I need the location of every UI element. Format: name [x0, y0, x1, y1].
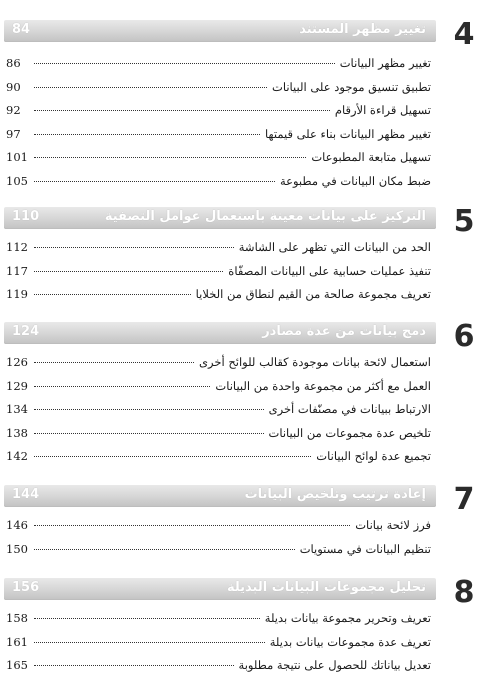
toc-entry-title: العمل مع أكثر من مجموعة واحدة من البيانات	[215, 378, 431, 393]
chapter-number: 4	[453, 17, 475, 52]
toc-entry-title: فرز لائحة بيانات	[355, 518, 431, 532]
toc-entry-page-number: 117	[6, 263, 28, 278]
chapter-title: تحليل مجموعات البيانات البديلة	[226, 580, 426, 595]
dot-leader	[34, 271, 223, 272]
dot-leader	[34, 134, 260, 135]
toc-entry[interactable]	[6, 174, 431, 194]
toc-entry-page-number: 158	[6, 611, 28, 625]
toc-entry[interactable]	[6, 127, 431, 147]
dot-leader	[34, 456, 311, 457]
toc-entry-title: تعريف وتحرير مجموعة بيانات بديلة	[264, 611, 431, 625]
chapter-title: دمج بيانات من عدة مصادر	[262, 324, 426, 339]
dot-leader	[34, 665, 234, 666]
toc-entry-page-number: 150	[6, 541, 28, 556]
toc-entry-page-number: 97	[6, 126, 21, 141]
dot-leader	[34, 409, 264, 410]
chapter-title: إعادة ترتيب وتلخيص البيانات	[244, 487, 426, 502]
chapter-number: 8	[453, 575, 475, 610]
dot-leader	[34, 525, 350, 526]
toc-entry-page-number: 112	[6, 240, 28, 254]
toc-entry[interactable]	[6, 611, 431, 631]
toc-entry-title: تلخيص عدة مجموعات من البيانات	[268, 425, 431, 440]
chapter-header-band[interactable]	[4, 207, 436, 229]
chapter-page-number: 84	[12, 22, 31, 37]
chapter-title: التركيز على بيانات معينة باستعمال عوامل التصفية	[104, 209, 426, 224]
toc-entry-title: تغيير مظهر البيانات	[339, 56, 431, 70]
toc-entry-page-number: 134	[6, 402, 28, 416]
toc-entry-title: تنفيذ عمليات حسابية على البيانات المصفّاة	[228, 263, 431, 278]
toc-entry-title: تنظيم البيانات في مستويات	[299, 541, 431, 556]
toc-entry-title: تسهيل قراءة الأرقام	[334, 103, 431, 117]
toc-entry-page-number: 161	[6, 634, 28, 649]
chapter-number: 6	[453, 319, 475, 354]
toc-entry[interactable]	[6, 103, 431, 123]
toc-entry-title: الحد من البيانات التي تظهر على الشاشة	[238, 240, 431, 254]
dot-leader	[34, 110, 330, 111]
toc-entry-page-number: 129	[6, 378, 28, 393]
chapter-6	[0, 319, 500, 354]
toc-entry[interactable]	[6, 287, 431, 307]
chapter-page-number: 144	[12, 487, 40, 502]
toc-entry[interactable]	[6, 240, 431, 260]
toc-entry-title: ضبط مكان البيانات في مطبوعة	[279, 173, 431, 188]
toc-entry-page-number: 86	[6, 56, 21, 70]
dot-leader	[34, 247, 234, 248]
dot-leader	[34, 618, 260, 619]
dot-leader	[34, 87, 267, 88]
toc-entry[interactable]	[6, 379, 431, 399]
chapter-header-band[interactable]	[4, 322, 436, 344]
toc-entry-page-number: 138	[6, 425, 28, 440]
toc-entry-page-number: 105	[6, 173, 28, 188]
toc-entry[interactable]	[6, 426, 431, 446]
dot-leader	[34, 386, 210, 387]
chapter-number: 7	[453, 482, 475, 517]
chapter-page-number: 110	[12, 209, 40, 224]
chapter-page-number: 156	[12, 580, 40, 595]
chapter-header-band[interactable]	[4, 20, 436, 42]
dot-leader	[34, 642, 265, 643]
chapter-title: تغيير مظهر المستند	[299, 22, 426, 37]
toc-entry-title: تعريف مجموعة صالحة من القيم لنطاق من الخلايا	[195, 287, 431, 301]
dot-leader	[34, 549, 295, 550]
dot-leader	[34, 181, 275, 182]
toc-entry-title: الارتباط ببيانات في مصنّفات أخرى	[268, 402, 431, 416]
toc-entry-page-number: 146	[6, 518, 28, 532]
toc-entry[interactable]	[6, 56, 431, 76]
chapter-5	[0, 204, 500, 239]
chapter-header-band[interactable]	[4, 485, 436, 507]
chapter-header-band[interactable]	[4, 578, 436, 600]
toc-entry[interactable]	[6, 264, 431, 284]
toc-entry-title: استعمال لائحة بيانات موجودة كقالب للوائح أخرى	[199, 355, 431, 369]
toc-entry[interactable]	[6, 449, 431, 469]
chapter-4	[0, 17, 500, 52]
toc-entry[interactable]	[6, 355, 431, 375]
toc-entry-title: تسهيل متابعة المطبوعات	[311, 150, 431, 164]
toc-entry[interactable]	[6, 402, 431, 422]
toc-entry-page-number: 119	[6, 287, 28, 301]
toc-entry-page-number: 101	[6, 150, 28, 164]
toc-entry-page-number: 165	[6, 658, 28, 672]
toc-entry-title: تغيير مظهر البيانات بناء على قيمتها	[265, 126, 431, 141]
toc-entry-page-number: 126	[6, 355, 28, 369]
chapter-8	[0, 575, 500, 610]
toc-entry[interactable]	[6, 150, 431, 170]
chapter-number: 5	[453, 204, 475, 239]
dot-leader	[34, 433, 264, 434]
toc-entry[interactable]	[6, 80, 431, 100]
dot-leader	[34, 157, 306, 158]
toc-entry[interactable]	[6, 635, 431, 655]
toc-entry-page-number: 142	[6, 449, 28, 463]
toc-entry-title: تعريف عدة مجموعات بيانات بديلة	[269, 634, 431, 649]
toc-entry-title: تطبيق تنسيق موجود على البيانات	[272, 79, 431, 94]
dot-leader	[34, 294, 191, 295]
dot-leader	[34, 362, 194, 363]
toc-entry[interactable]	[6, 542, 431, 562]
chapter-page-number: 124	[12, 324, 40, 339]
toc-entry-page-number: 90	[6, 79, 21, 94]
toc-entry[interactable]	[6, 518, 431, 538]
toc-entry-page-number: 92	[6, 103, 21, 117]
toc-entry[interactable]	[6, 658, 431, 678]
chapter-7	[0, 482, 500, 517]
dot-leader	[34, 63, 335, 64]
toc-entry-title: تعديل بياناتك للحصول على نتيجة مطلوبة	[238, 658, 431, 672]
toc-entry-title: تجميع عدة لوائح البيانات	[316, 449, 431, 463]
